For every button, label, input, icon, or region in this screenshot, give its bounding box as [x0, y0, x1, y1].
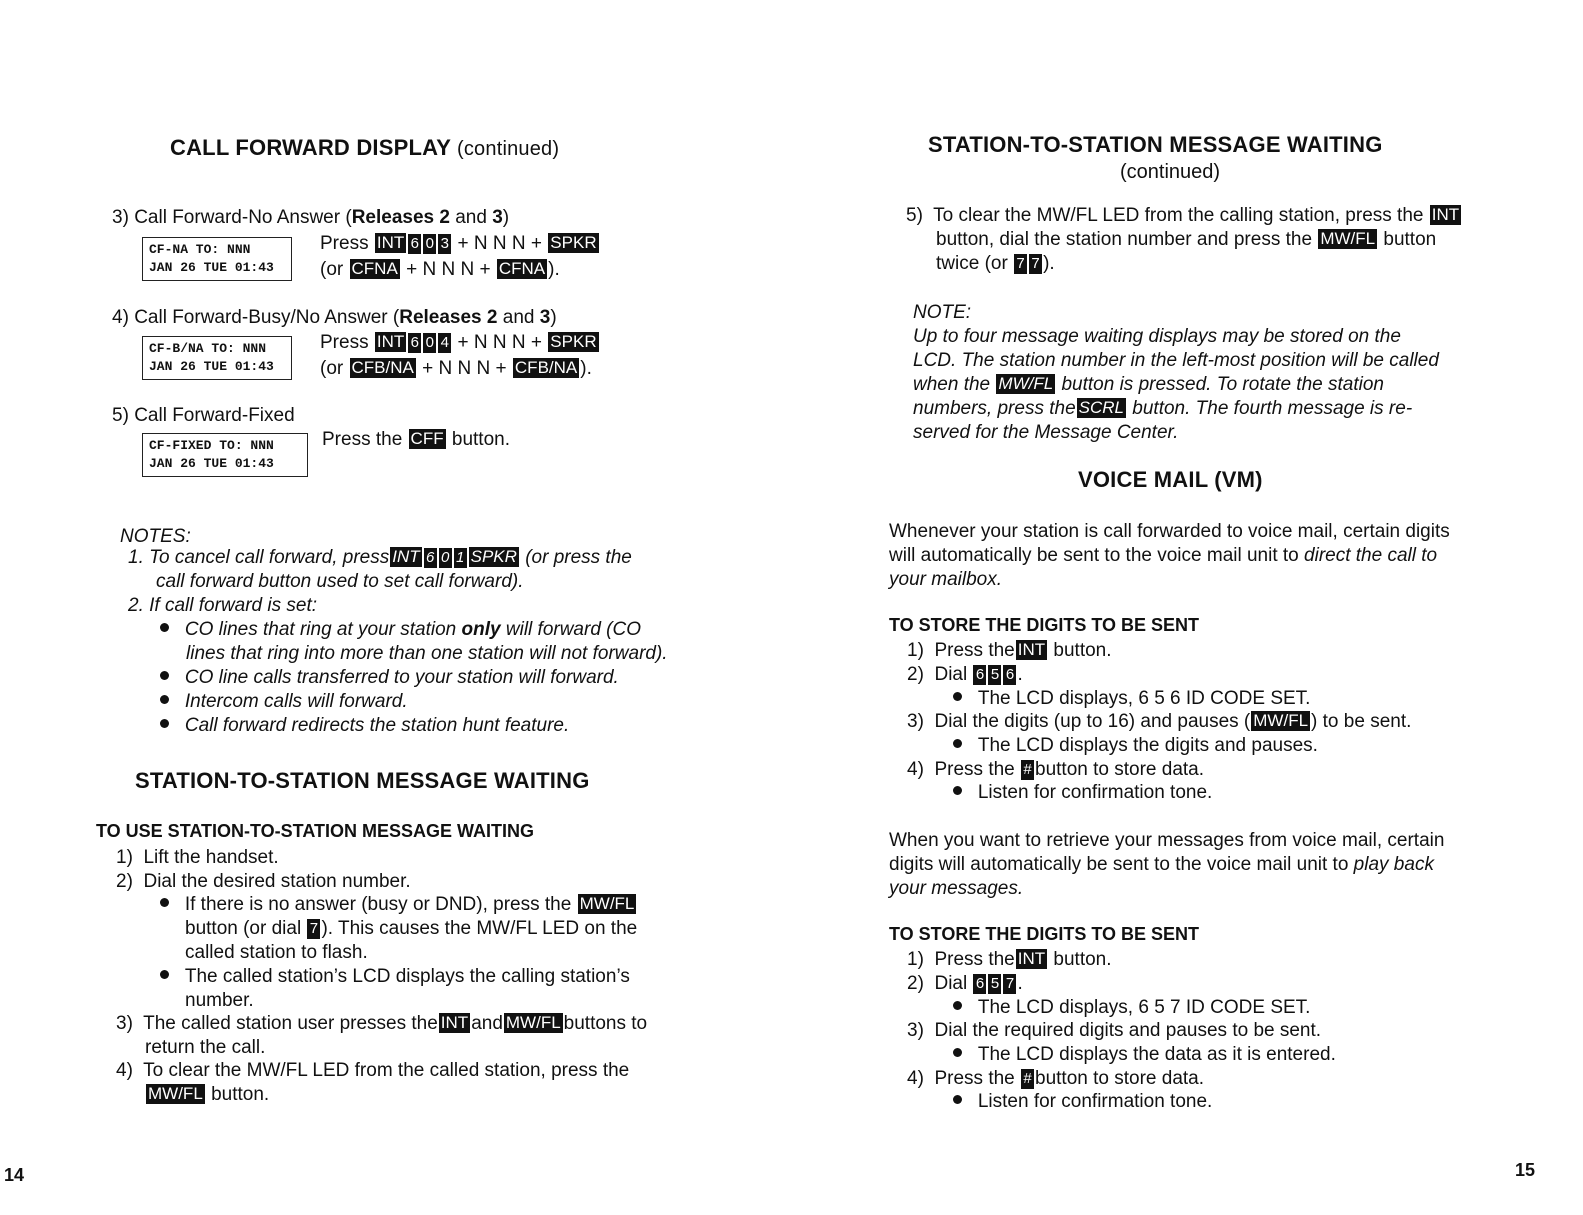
step-text: Press the	[934, 640, 1015, 661]
release-bold: Releases 2	[351, 207, 450, 228]
step-text: ) to be sent.	[1311, 711, 1412, 732]
mwfl-key: MW/FL	[1253, 711, 1309, 730]
digit-key: 6	[973, 665, 986, 685]
item-text: )	[550, 307, 557, 328]
right-page	[790, 0, 1583, 1215]
cfna-key: CFNA	[498, 259, 546, 278]
vm-para-text: Whenever your station is call forwarded to voice mail, certain digits	[889, 521, 1450, 542]
b-step-2-bullet	[953, 996, 1310, 1020]
bullet-icon	[160, 623, 169, 632]
step-text: Press the	[934, 759, 1015, 780]
item-text: and	[449, 207, 493, 228]
item-text: and	[497, 307, 540, 328]
b-step-4-bullet	[953, 1090, 1212, 1114]
retrieve-para-italic: your messages.	[889, 878, 1024, 899]
note-bullet-3	[160, 690, 408, 714]
note-number: 1.	[128, 547, 144, 568]
lcd-line: JAN 26 TUE 01:43	[149, 359, 274, 374]
digit-key: 0	[423, 234, 436, 254]
int-key: INT	[1017, 949, 1046, 968]
instr-text: (or	[320, 259, 344, 280]
page-number-left: 14	[4, 1165, 25, 1185]
step-text: Dial the desired station number.	[143, 871, 411, 892]
voice-mail-title: VOICE MAIL (VM)	[1078, 467, 1263, 492]
step-4	[116, 1059, 629, 1083]
store-digits-heading-2: TO STORE THE DIGITS TO BE SENT	[889, 924, 1200, 944]
digit-key: 6	[408, 333, 421, 353]
item-number: 3)	[112, 207, 129, 228]
instr-text: Press the	[322, 429, 403, 450]
step-text: Lift the handset.	[143, 847, 279, 868]
note-text: button is pressed. To rotate the station	[1061, 374, 1384, 395]
step-number: 3)	[116, 1013, 133, 1034]
b-step-3-bullet	[953, 1043, 1336, 1067]
a-step-3-bullet	[953, 734, 1318, 758]
title-text: CALL FORWARD DISPLAY	[170, 135, 451, 160]
step-3	[116, 1012, 647, 1036]
int-key: INT	[376, 233, 405, 252]
digit-key: 6	[424, 548, 437, 568]
vm-para-text: will automatically be sent to the voice mail unit to	[889, 545, 1305, 566]
item-4-instr-2	[320, 357, 592, 381]
hash-key: #	[1021, 1069, 1034, 1089]
step-text: button, dial the station number and press the	[936, 229, 1313, 250]
step-text: The called station’s LCD displays the calling station’s	[184, 966, 630, 987]
instr-text: ).	[548, 259, 560, 280]
instr-text: (or	[320, 358, 344, 379]
item-text: Call Forward-Busy/No Answer (	[134, 307, 400, 328]
release-bold: 3	[492, 207, 503, 228]
step-text: number.	[185, 990, 254, 1011]
b-step-4	[907, 1067, 1204, 1091]
note-text: (or press the	[525, 547, 632, 568]
int-key: INT	[1017, 640, 1046, 659]
lcd-display-cf-fixed	[142, 433, 308, 477]
step-text: To clear the MW/FL LED from the calling station, press the	[933, 205, 1424, 226]
step-text: Listen for confirmation tone.	[977, 1091, 1213, 1112]
bullet-icon	[160, 671, 169, 680]
r-step-5-line-2	[936, 228, 1436, 252]
b-step-1	[907, 948, 1112, 972]
digit-key: 5	[988, 974, 1001, 994]
title-continued: (continued)	[1120, 161, 1221, 183]
step-text: .	[1017, 973, 1023, 994]
item-text: )	[502, 207, 510, 228]
mwfl-key: MW/FL	[998, 374, 1054, 393]
item-4-instr-1	[320, 331, 600, 355]
step-text: The called station user presses the	[143, 1013, 438, 1034]
note-text: call forward button used to set call forward).	[156, 571, 524, 592]
note-bullet-1	[160, 618, 641, 642]
bullet-icon	[160, 970, 169, 979]
step-text: .	[1017, 664, 1023, 685]
note-text: CO line calls transferred to your station will forward.	[184, 667, 619, 688]
lcd-line: CF-B/NA TO: NNN	[149, 341, 267, 356]
note-2	[128, 594, 317, 618]
step-number: 2)	[907, 973, 924, 994]
step-number: 1)	[907, 949, 924, 970]
retrieve-para-text: When you want to retrieve your messages from voice mail, certain	[889, 830, 1445, 851]
bullet-icon	[953, 1001, 962, 1010]
step-text: button to store data.	[1035, 759, 1205, 780]
note-bullet-2	[160, 666, 619, 690]
instr-text: + N N N +	[406, 259, 491, 280]
store-digits-heading-1: TO STORE THE DIGITS TO BE SENT	[889, 615, 1200, 635]
item-3-instr-2	[320, 258, 560, 282]
r-step-5	[906, 204, 1462, 228]
step-text: and	[471, 1013, 503, 1034]
a-step-4-bullet	[953, 781, 1212, 805]
instr-text: + N N N +	[422, 358, 507, 379]
note-text: served for the Message Center.	[913, 422, 1179, 443]
digit-key: 7	[1003, 974, 1016, 994]
a-step-1	[907, 639, 1112, 663]
note-text: will forward (CO	[500, 619, 641, 640]
note-line-3	[913, 373, 1384, 397]
step-text: Press the	[934, 949, 1015, 970]
step-text: button.	[1053, 640, 1112, 661]
bullet-icon	[953, 1048, 962, 1057]
step-number: 1)	[116, 847, 133, 868]
retrieve-para-line-2	[889, 853, 1434, 877]
digit-key: 7	[1029, 254, 1042, 274]
bullet-icon	[953, 786, 962, 795]
step-number: 4)	[907, 759, 924, 780]
instr-text: button.	[451, 429, 510, 450]
item-number: 4)	[112, 307, 129, 328]
step-text: button (or dial	[185, 918, 302, 939]
stm-cont-title: STATION-TO-STATION MESSAGE WAITING	[928, 132, 1383, 157]
step-text: Listen for confirmation tone.	[977, 782, 1213, 803]
step-text: ). This causes the MW/FL LED on the	[321, 918, 638, 939]
notes-heading: NOTES:	[120, 526, 191, 547]
digit-key: 0	[423, 333, 436, 353]
bullet-icon	[160, 695, 169, 704]
note-text: button. The fourth message is re-	[1132, 398, 1413, 419]
digit-key: 1	[454, 548, 467, 568]
note-text: lines that ring into more than one station will not forward).	[186, 643, 668, 664]
step-text: button.	[1053, 949, 1112, 970]
release-bold: Releases 2	[399, 307, 498, 328]
note-text: numbers, press the	[913, 398, 1076, 419]
use-stm-heading: TO USE STATION-TO-STATION MESSAGE WAITING	[96, 821, 535, 841]
r-step-5-line-3	[936, 252, 1055, 276]
step-text: buttons to	[563, 1013, 648, 1034]
digit-key: 0	[439, 548, 452, 568]
hash-key: #	[1021, 760, 1034, 780]
step-number: 4)	[116, 1060, 133, 1081]
scrl-key: SCRL	[1078, 398, 1124, 417]
note-text: Intercom calls will forward.	[184, 691, 408, 712]
instr-text: Press	[320, 332, 369, 353]
digit-key: 3	[438, 234, 451, 254]
left-page	[0, 0, 790, 1215]
note-heading: NOTE:	[913, 302, 972, 323]
step-2	[116, 870, 411, 894]
int-key: INT	[392, 547, 420, 566]
lcd-line: CF-NA TO: NNN	[149, 242, 251, 257]
bullet-icon	[953, 1095, 962, 1104]
step-text: called station to flash.	[185, 942, 368, 963]
cfbna-key: CFB/NA	[351, 358, 414, 377]
mwfl-key: MW/FL	[148, 1084, 203, 1103]
bullet-icon	[953, 739, 962, 748]
a-step-3	[907, 710, 1411, 734]
cfna-key: CFNA	[351, 259, 398, 278]
note-1	[128, 546, 632, 570]
step-4-line-2	[145, 1083, 269, 1107]
spkr-key: SPKR	[550, 332, 597, 351]
instr-text: + N N N +	[457, 332, 543, 353]
lcd-display-cf-bna	[142, 336, 292, 380]
lcd-line: CF-FIXED TO: NNN	[149, 438, 274, 453]
retrieve-para-text: digits will automatically be sent to the voice mail unit to	[889, 854, 1354, 875]
retrieve-para-italic: play back	[1353, 854, 1434, 875]
step-text: button to store data.	[1035, 1068, 1205, 1089]
note-text: when the	[913, 374, 991, 395]
spkr-key: SPKR	[550, 233, 597, 252]
note-text: Up to four message waiting displays may be stored on the	[913, 326, 1401, 347]
step-text: To clear the MW/FL LED from the called station, press the	[143, 1060, 630, 1081]
a-step-2-bullet	[953, 687, 1310, 711]
step-text: Dial	[934, 664, 968, 685]
page-number-right: 15	[1515, 1160, 1536, 1180]
vm-para-line-2	[889, 544, 1437, 568]
note-text: If call forward is set:	[149, 595, 318, 616]
a-step-4	[907, 758, 1204, 782]
step-number: 3)	[907, 711, 924, 732]
spkr-key: SPKR	[470, 547, 517, 566]
step-text: ).	[1043, 253, 1055, 274]
step-text: Dial the required digits and pauses to be sent.	[934, 1020, 1322, 1041]
item-3-heading	[112, 206, 509, 230]
mwfl-key: MW/FL	[1320, 229, 1376, 248]
step-text: If there is no answer (busy or DND), press the	[184, 894, 572, 915]
digit-key: 4	[438, 333, 451, 353]
bullet-icon	[953, 692, 962, 701]
step-text: Dial	[934, 973, 968, 994]
step-text: The LCD displays, 6 5 7 ID CODE SET.	[977, 997, 1311, 1018]
step-text: button	[1383, 229, 1437, 250]
digit-key: 6	[973, 974, 986, 994]
instr-text: + N N N +	[457, 233, 543, 254]
note-line-4	[913, 397, 1412, 421]
mwfl-key: MW/FL	[505, 1013, 561, 1032]
step-text: The LCD displays the digits and pauses.	[977, 735, 1318, 756]
step-number: 4)	[907, 1068, 924, 1089]
bullet-icon	[160, 898, 169, 907]
cff-key: CFF	[410, 429, 444, 448]
b-step-2	[907, 972, 1023, 996]
int-key: INT	[440, 1013, 469, 1032]
step-2-bullet-1	[160, 893, 637, 917]
item-text: Call Forward-Fixed	[134, 405, 295, 426]
int-key: INT	[1431, 205, 1460, 224]
step-number: 2)	[116, 871, 133, 892]
note-number: 2.	[128, 595, 144, 616]
note-text: CO lines that ring at your station	[184, 619, 462, 640]
instr-text: Press	[320, 233, 369, 254]
lcd-line: JAN 26 TUE 01:43	[149, 260, 274, 275]
item-4-heading	[112, 306, 557, 330]
step-text: button.	[211, 1084, 270, 1105]
lcd-display-cf-na	[142, 237, 292, 281]
step-number: 2)	[907, 664, 924, 685]
note-text: To cancel call forward, press	[149, 547, 390, 568]
int-key: INT	[376, 332, 405, 351]
step-text: Press the	[934, 1068, 1015, 1089]
item-5-instr	[322, 428, 510, 452]
note-text: LCD. The station number in the left-most position will be called	[913, 350, 1439, 371]
stm-title: STATION-TO-STATION MESSAGE WAITING	[135, 768, 590, 793]
step-2-bullet-2	[160, 965, 630, 989]
step-text: Dial the digits (up to 16) and pauses (	[934, 711, 1251, 732]
vm-para-italic: your mailbox.	[889, 569, 1002, 590]
step-1	[116, 846, 279, 870]
step-text: return the call.	[145, 1037, 266, 1058]
bullet-icon	[160, 719, 169, 728]
call-forward-display-title	[170, 135, 559, 161]
item-5-heading	[112, 404, 295, 428]
step-text: The LCD displays, 6 5 6 ID CODE SET.	[977, 688, 1311, 709]
a-step-2	[907, 663, 1023, 687]
digit-key: 7	[307, 919, 320, 939]
step-number: 3)	[907, 1020, 924, 1041]
step-text: twice (or	[936, 253, 1008, 274]
note-text: Call forward redirects the station hunt feature.	[184, 715, 570, 736]
item-3-instr-1	[320, 232, 600, 256]
vm-para-italic: direct the call to	[1304, 545, 1438, 566]
step-number: 1)	[907, 640, 924, 661]
item-text: Call Forward-No Answer (	[134, 207, 352, 228]
item-number: 5)	[112, 405, 129, 426]
digit-key: 7	[1014, 254, 1027, 274]
digit-key: 5	[988, 665, 1001, 685]
b-step-3	[907, 1019, 1321, 1043]
mwfl-key: MW/FL	[579, 894, 635, 913]
step-text: The LCD displays the data as it is entered.	[977, 1044, 1336, 1065]
step-number: 5)	[906, 205, 923, 226]
cfbna-key: CFB/NA	[514, 358, 578, 377]
step-2-bullet-1-line-2	[185, 917, 637, 941]
lcd-line: JAN 26 TUE 01:43	[149, 456, 274, 471]
digit-key: 6	[408, 234, 421, 254]
instr-text: ).	[580, 358, 592, 379]
digit-key: 6	[1003, 665, 1016, 685]
note-bullet-4	[160, 714, 569, 738]
release-bold: 3	[539, 307, 551, 328]
title-continued: (continued)	[456, 138, 560, 160]
note-bold: only	[461, 619, 501, 640]
